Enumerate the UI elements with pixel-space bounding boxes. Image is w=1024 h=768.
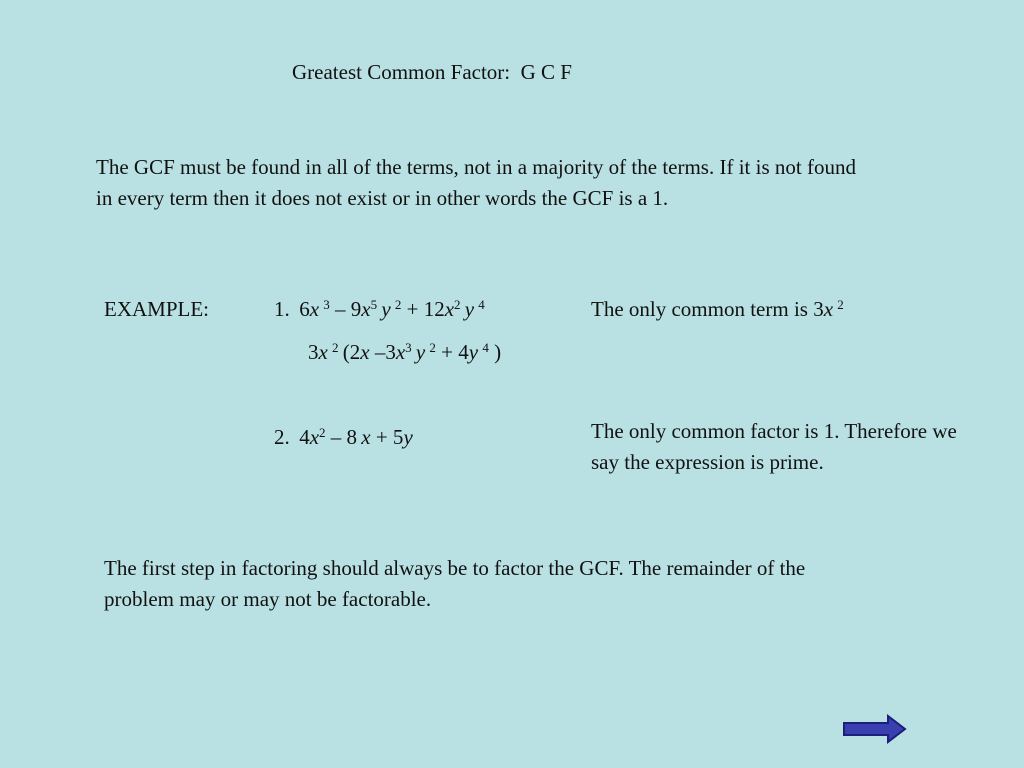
example-1-expression [274, 297, 485, 322]
example-2-math: $4x^2 - 8$ x + 5y [295, 425, 413, 449]
closing-paragraph: The first step in factoring should always be to factor the GCF. The remainder of the problem may or may not be factorable. [104, 556, 806, 611]
example-1-factored: 3x $^2$ (2x $-3x^3$ y $^2$ + 4y $^4$ ) [308, 340, 502, 364]
gcf-definition: The GCF must be found in all of the terms, not in a majority of the terms. If it is not found in every term then it does not exist or in other words the GCF is a 1. [96, 155, 856, 210]
example-1-math: 6x $^3 - 9x^5$ y $^2 + 12x^2$ y $^4$ [295, 297, 485, 321]
example-label: EXAMPLE: [104, 297, 209, 321]
example-1-note: The only common term is 3x $^2$ [591, 297, 844, 321]
example-2-note: The only common factor is 1. Therefore we say the expression is prime. [591, 419, 957, 474]
example-1-number: 1. [274, 297, 290, 321]
example-2-expression [274, 425, 413, 450]
next-slide-button[interactable] [842, 714, 908, 744]
slide-title: Greatest Common Factor: G C F [292, 60, 572, 84]
right-arrow-icon [842, 714, 908, 744]
example-2-number: 2. [274, 425, 290, 449]
